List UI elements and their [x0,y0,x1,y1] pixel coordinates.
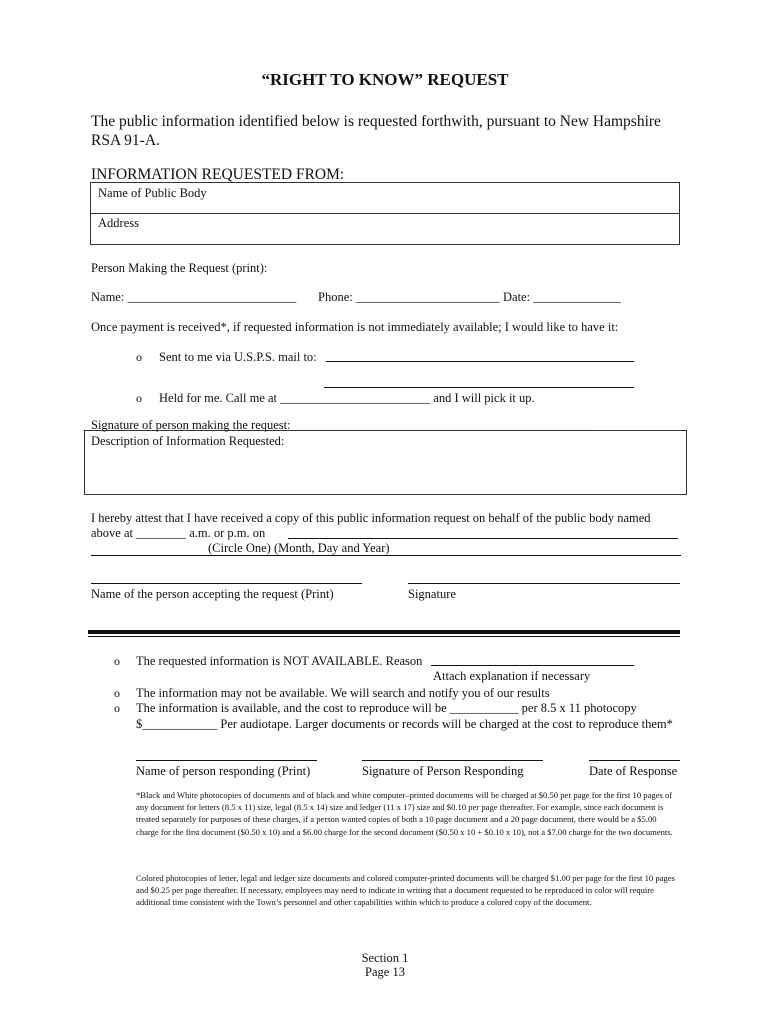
responder-signature-label: Signature of Person Responding [362,764,524,778]
intro-paragraph: The public information identified below is requested forthwith, pursuant to New Hampshire RSA 91-A. [91,113,661,149]
attest-line-2: above at ________ a.m. or p.m. on [91,526,266,540]
held-option-label: Held for me. Call me at ________________________ and I will pick it up. [159,391,535,405]
mail-address-line-2[interactable] [324,387,634,388]
description-label: Description of Information Requested: [91,434,285,448]
public-body-box [90,182,680,245]
info-requested-heading: INFORMATION REQUESTED FROM: [91,166,345,183]
mail-address-line-1[interactable] [326,361,634,362]
page-title: “RIGHT TO KNOW” REQUEST [261,70,509,89]
bullet-icon[interactable]: o [114,686,120,700]
requester-phone-field[interactable]: Phone: _______________________ [318,290,500,304]
mail-option-label: Sent to me via U.S.P.S. mail to: [159,350,317,364]
may-not-be-available-option: The information may not be available. We will search and notify you of our results [136,686,550,700]
accepting-name-line[interactable] [91,583,362,584]
footer-page-number: Page 13 [365,965,405,979]
footnote-color-pricing: Colored photocopies of letter, legal and ledger size documents and colored computer-printed documents will be charged $1.00 per page for the first 10 pages and $0.25 per page thereafter. If necessary, employees may need to indicate in writing that a document requested to be reproduced in color will require additional time consistent with the Town’s personnel and other capabilities within which to produce a colored copy of the document. [136,873,675,908]
accepting-name-label: Name of the person accepting the request (Print) [91,587,334,601]
attest-line-1: I hereby attest that I have received a copy of this public information request on behalf of the public body named [91,511,651,525]
requester-name-field[interactable]: Name: ___________________________ [91,290,297,304]
section-divider-thin [88,636,680,637]
description-box[interactable] [84,430,687,495]
bullet-icon[interactable]: o [114,701,120,715]
bullet-icon[interactable]: o [136,391,142,405]
footer-section: Section 1 [361,951,409,965]
footnote-black-white-pricing: *Black and White photocopies of documents and of black and white computer–printed documents will be charged at $0.50 per page for the first 10 pages of any document for letters (8.5 x 11) size, legal (8.5 x 14) size and ledger (11 x 17) size and $0.10 per page thereafter. For example, since each document is treated separately for purposes of these charges, if a person wanted copies of both a 10 page document and a 20 page document, there would be a $5.00 charge for the first document ($0.50 x 10) and a $6.00 charge for the second document ($0.50 x 10 + $0.10 x 10), not a $7.00 charge for the two documents. [136,790,673,837]
accepting-signature-line[interactable] [408,583,680,584]
attest-date-line[interactable] [288,538,678,539]
requester-heading: Person Making the Request (print): [91,261,268,275]
attest-line-3: (Circle One) (Month, Day and Year) [208,541,390,555]
audiotape-cost-line: $____________ Per audiotape. Larger documents or records will be charged at the cost to reproduce them* [136,717,673,731]
box-divider [91,213,679,214]
responder-name-line[interactable] [136,760,317,761]
section-divider-thick [88,630,680,634]
accepting-signature-label: Signature [408,587,456,601]
attach-explanation-note: Attach explanation if necessary [433,669,591,683]
bullet-icon[interactable]: o [136,350,142,364]
not-available-option: The requested information is NOT AVAILABLE. Reason [136,654,423,668]
requester-date-field[interactable]: Date: ______________ [503,290,621,304]
available-option: The information is available, and the cost to reproduce will be ___________ per 8.5 x 11 photocopy [136,701,637,715]
responder-signature-line[interactable] [362,760,543,761]
requester-signature-field[interactable]: Signature of person making the request: ________________________________________________ [91,418,594,432]
reason-line[interactable] [431,665,634,666]
response-date-line[interactable] [589,760,680,761]
public-body-address-field[interactable]: Address [98,216,139,230]
public-body-name-field[interactable]: Name of Public Body [98,186,207,200]
payment-instruction: Once payment is received*, if requested information is not immediately available; I would like to have it: [91,320,619,334]
attest-rule [91,555,681,556]
bullet-icon[interactable]: o [114,654,120,668]
response-date-label: Date of Response [589,764,678,778]
responder-name-label: Name of person responding (Print) [136,764,311,778]
